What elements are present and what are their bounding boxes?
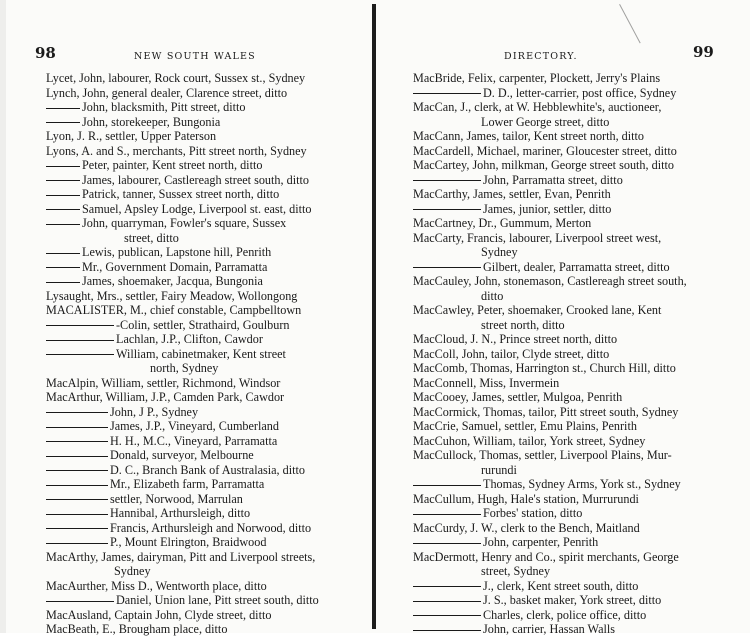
ditto-dash (46, 441, 108, 442)
entry-text: MacCauley, John, stonemason, Castlereagh street south, (413, 274, 687, 288)
entry-continuation (46, 361, 346, 376)
entry-text: MacCurdy, J. W., clerk to the Bench, Maitland (413, 520, 640, 535)
directory-entry (413, 492, 725, 507)
directory-entry (46, 593, 346, 608)
entry-text: Gilbert, dealer, Parramatta street, ditto (483, 259, 670, 274)
entry-text: street, ditto (124, 230, 179, 245)
directory-entry (46, 492, 346, 507)
directory-entry (413, 86, 725, 101)
directory-entry (413, 405, 725, 420)
directory-entry (413, 535, 725, 550)
entry-text: MacCartney, Dr., Gummum, Merton (413, 216, 592, 230)
directory-entry (413, 71, 725, 86)
entry-text: Samuel, Apsley Lodge, Liverpool st. east, ditto (82, 201, 312, 216)
ditto-dash (46, 427, 108, 428)
left-page (6, 0, 372, 636)
entry-text: D. D., letter-carrier, post office, Sydney (483, 85, 677, 100)
ditto-dash (413, 485, 481, 486)
entry-text: MacConnell, Miss, Invermein (413, 375, 560, 390)
entry-text: P., Mount Elrington, Braidwood (110, 535, 267, 549)
ditto-dash (46, 456, 108, 457)
directory-entry (413, 419, 725, 434)
directory-entry (46, 187, 346, 202)
entry-text: MacCullock, Thomas, settler, Liverpool Plains, Mur- (413, 448, 672, 462)
directory-entry (413, 608, 725, 623)
entry-text: Lyon, J. R., settler, Upper Paterson (46, 129, 217, 143)
entry-text: MacCormick, Thomas, tailor, Pitt street south, Sydney (413, 404, 679, 419)
left-directory-entries (46, 71, 346, 637)
directory-entry (46, 274, 346, 289)
directory-entry (46, 289, 346, 304)
entry-text: John, storekeeper, Bungonia (82, 114, 221, 129)
entry-text: Lower George street, ditto (481, 114, 610, 129)
ditto-dash (413, 601, 481, 602)
directory-entry (46, 202, 346, 217)
entry-text: north, Sydney (150, 361, 219, 375)
directory-entry (413, 361, 725, 376)
entry-text: Sydney (481, 245, 518, 259)
directory-entry (46, 463, 346, 478)
entry-text: Daniel, Union lane, Pitt street south, ditto (116, 593, 319, 607)
entry-continuation (46, 564, 346, 579)
directory-entry (46, 100, 346, 115)
directory-entry (46, 448, 346, 463)
directory-entry (46, 535, 346, 550)
entry-text: Mr., Government Domain, Parramatta (82, 259, 268, 274)
ditto-dash (46, 224, 80, 225)
directory-entry (413, 158, 725, 173)
directory-entry (46, 521, 346, 536)
entry-text: MacBeath, E., Brougham place, ditto (46, 622, 228, 636)
entry-text: John, carpenter, Penrith (483, 535, 599, 549)
entry-continuation (413, 564, 725, 579)
directory-entry (46, 216, 346, 231)
entry-text: Forbes' station, ditto (483, 506, 583, 520)
directory-entry (413, 231, 725, 246)
entry-text: Lachlan, J.P., Clifton, Cawdor (116, 332, 263, 346)
directory-entry (413, 129, 725, 144)
ditto-dash (413, 514, 481, 515)
entry-text: MacCarty, Francis, labourer, Liverpool street west, (413, 230, 662, 245)
directory-entry (46, 608, 346, 623)
directory-entry (46, 332, 346, 347)
entry-text: MacCrie, Samuel, settler, Emu Plains, Penrith (413, 419, 637, 433)
ditto-dash (413, 93, 481, 94)
ditto-dash (413, 267, 481, 268)
ditto-dash (413, 180, 481, 181)
entry-continuation (46, 231, 346, 246)
directory-entry (413, 390, 725, 405)
directory-entry (46, 86, 346, 101)
entry-text: James, J.P., Vineyard, Cumberland (110, 419, 279, 433)
ditto-dash (46, 209, 80, 210)
entry-continuation (413, 289, 725, 304)
entry-text: MacArthur, William, J.P., Camden Park, Cawdor (46, 390, 285, 404)
directory-entry (413, 202, 725, 217)
directory-entry (46, 390, 346, 405)
entry-text: street north, ditto (481, 317, 565, 332)
entry-text: street, Sydney (481, 564, 551, 578)
entry-text: William, cabinetmaker, Kent street (116, 346, 286, 361)
ditto-dash (413, 209, 481, 210)
directory-entry (413, 347, 725, 362)
directory-entry (413, 144, 725, 159)
ditto-dash (46, 470, 108, 471)
directory-entry (46, 245, 346, 260)
entry-text: Patrick, tanner, Sussex street north, ditto (82, 187, 280, 201)
entry-text: MacAlpin, William, settler, Richmond, Windsor (46, 375, 281, 390)
ditto-dash (46, 412, 108, 413)
directory-entry (46, 71, 346, 86)
entry-text: Mr., Elizabeth farm, Parramatta (110, 477, 265, 491)
entry-text: John, carrier, Hassan Walls (483, 622, 615, 636)
entry-text: James, labourer, Castlereagh street south, ditto (82, 172, 309, 187)
ditto-dash (46, 499, 108, 500)
entry-text: MacCann, James, tailor, Kent street north, ditto (413, 129, 645, 143)
directory-entry (46, 158, 346, 173)
directory-entry (46, 419, 346, 434)
entry-text: D. C., Branch Bank of Australasia, ditto (110, 462, 305, 477)
right-page (378, 0, 744, 636)
entry-text: MacCarthy, James, settler, Evan, Penrith (413, 187, 611, 201)
directory-entry (413, 274, 725, 289)
directory-entry (46, 550, 346, 565)
directory-entry (413, 521, 725, 536)
entry-text: Sydney (114, 564, 151, 578)
entry-text: Lyons, A. and S., merchants, Pitt street north, Sydney (46, 143, 307, 158)
entry-text: -Colin, settler, Strathaird, Goulburn (116, 317, 290, 332)
directory-entry (413, 376, 725, 391)
entry-text: Lynch, John, general dealer, Clarence street, ditto (46, 85, 288, 100)
entry-text: MacCardell, Michael, mariner, Gloucester street, ditto (413, 143, 677, 158)
ditto-dash (46, 514, 108, 515)
directory-entry (413, 100, 725, 115)
entry-text: ditto (481, 288, 504, 303)
entry-text: Donald, surveyor, Melbourne (110, 448, 254, 462)
ditto-dash (413, 630, 481, 631)
directory-entry (46, 506, 346, 521)
entry-text: John, J P., Sydney (110, 404, 199, 419)
left-page-header (6, 44, 372, 67)
entry-text: settler, Norwood, Marrulan (110, 491, 243, 506)
directory-entry (46, 115, 346, 130)
directory-entry (46, 405, 346, 420)
directory-entry (413, 303, 725, 318)
ditto-dash (46, 528, 108, 529)
entry-text: Peter, painter, Kent street north, ditto (82, 158, 263, 172)
directory-entry (413, 550, 725, 565)
entry-continuation (413, 115, 725, 130)
ditto-dash (46, 543, 108, 544)
directory-entry (46, 260, 346, 275)
directory-entry (46, 318, 346, 333)
ditto-dash (413, 543, 481, 544)
directory-entry (46, 376, 346, 391)
entry-text: MacCawley, Peter, shoemaker, Crooked lane, Kent (413, 303, 662, 317)
directory-entry (413, 622, 725, 637)
page-number-left: 98 (35, 44, 56, 62)
entry-text: MacAusland, Captain John, Clyde street, ditto (46, 607, 272, 622)
ditto-dash (46, 282, 80, 283)
directory-entry (413, 477, 725, 492)
entry-text: James, junior, settler, ditto (483, 201, 612, 216)
directory-entry (46, 303, 346, 318)
ditto-dash (46, 195, 80, 196)
directory-entry (46, 434, 346, 449)
entry-text: MacCullum, Hugh, Hale's station, Murrurundi (413, 491, 639, 506)
entry-text: Hannibal, Arthursleigh, ditto (110, 506, 251, 520)
entry-text: MacComb, Thomas, Harrington st., Church Hill, ditto (413, 361, 676, 375)
ditto-dash (46, 485, 108, 486)
directory-entry (46, 477, 346, 492)
directory-entry (413, 448, 725, 463)
directory-entry (46, 579, 346, 594)
entry-text: Lewis, publican, Lapstone hill, Penrith (82, 245, 272, 259)
ditto-dash (46, 325, 114, 326)
entry-continuation (413, 463, 725, 478)
directory-entry (413, 434, 725, 449)
directory-entry (46, 347, 346, 362)
directory-entry (413, 216, 725, 231)
ditto-dash (46, 253, 80, 254)
entry-text: Lysaught, Mrs., settler, Fairy Meadow, Wollongong (46, 288, 298, 303)
ditto-dash (46, 340, 114, 341)
directory-entry (413, 332, 725, 347)
entry-text: MacArthy, James, dairyman, Pitt and Liverpool streets, (46, 549, 316, 564)
entry-continuation (413, 318, 725, 333)
entry-text: rurundi (481, 462, 517, 477)
entry-text: John, Parramatta street, ditto (483, 172, 623, 187)
running-head-right: DIRECTORY. (504, 51, 578, 62)
entry-text: MacDermott, Henry and Co., spirit merchants, George (413, 549, 679, 564)
entry-text: MacBride, Felix, carpenter, Plockett, Jerry's Plains (413, 71, 661, 85)
entry-text: MacCooey, James, settler, Mulgoa, Penrith (413, 390, 623, 404)
entry-text: H. H., M.C., Vineyard, Parramatta (110, 433, 278, 448)
entry-text: MacCan, J., clerk, at W. Hebblewhite's, auctioneer, (413, 100, 662, 114)
entry-text: MacCloud, J. N., Prince street north, ditto (413, 332, 618, 346)
entry-text: John, quarryman, Fowler's square, Sussex (82, 216, 287, 230)
entry-text: MacCartey, John, milkman, George street south, ditto (413, 158, 674, 172)
directory-entry (46, 144, 346, 159)
directory-entry (413, 187, 725, 202)
entry-text: Lycet, John, labourer, Rock court, Sussex st., Sydney (46, 71, 306, 85)
entry-text: Francis, Arthursleigh and Norwood, ditto (110, 520, 312, 535)
right-directory-entries (413, 71, 725, 637)
entry-text: James, shoemaker, Jacqua, Bungonia (82, 274, 263, 288)
ditto-dash (413, 615, 481, 616)
ditto-dash (46, 108, 80, 109)
entry-text: MACALISTER, M., chief constable, Campbelltown (46, 303, 302, 317)
ditto-dash (413, 586, 481, 587)
entry-text: J. S., basket maker, York street, ditto (483, 593, 662, 607)
running-head-left: NEW SOUTH WALES (134, 51, 256, 62)
directory-entry (413, 579, 725, 594)
ditto-dash (46, 180, 80, 181)
entry-text: Charles, clerk, police office, ditto (483, 607, 647, 622)
ditto-dash (46, 166, 80, 167)
ditto-dash (46, 354, 114, 355)
ditto-dash (46, 601, 114, 602)
ditto-dash (46, 267, 80, 268)
ditto-dash (46, 122, 80, 123)
entry-text: Thomas, Sydney Arms, York st., Sydney (483, 477, 681, 491)
entry-continuation (413, 245, 725, 260)
book-gutter (372, 4, 376, 629)
directory-entry (413, 173, 725, 188)
directory-entry (46, 129, 346, 144)
entry-text: MacAurther, Miss D., Wentworth place, ditto (46, 578, 267, 593)
directory-entry (413, 506, 725, 521)
directory-entry (413, 593, 725, 608)
directory-entry (46, 173, 346, 188)
entry-text: J., clerk, Kent street south, ditto (483, 578, 639, 593)
entry-text: John, blacksmith, Pitt street, ditto (82, 100, 246, 114)
entry-text: MacCuhon, William, tailor, York street, Sydney (413, 433, 646, 448)
page-number-right: 99 (693, 43, 714, 61)
directory-entry (413, 260, 725, 275)
directory-entry (46, 622, 346, 637)
right-page-header (378, 43, 744, 67)
entry-text: MacColl, John, tailor, Clyde street, ditto (413, 346, 610, 361)
